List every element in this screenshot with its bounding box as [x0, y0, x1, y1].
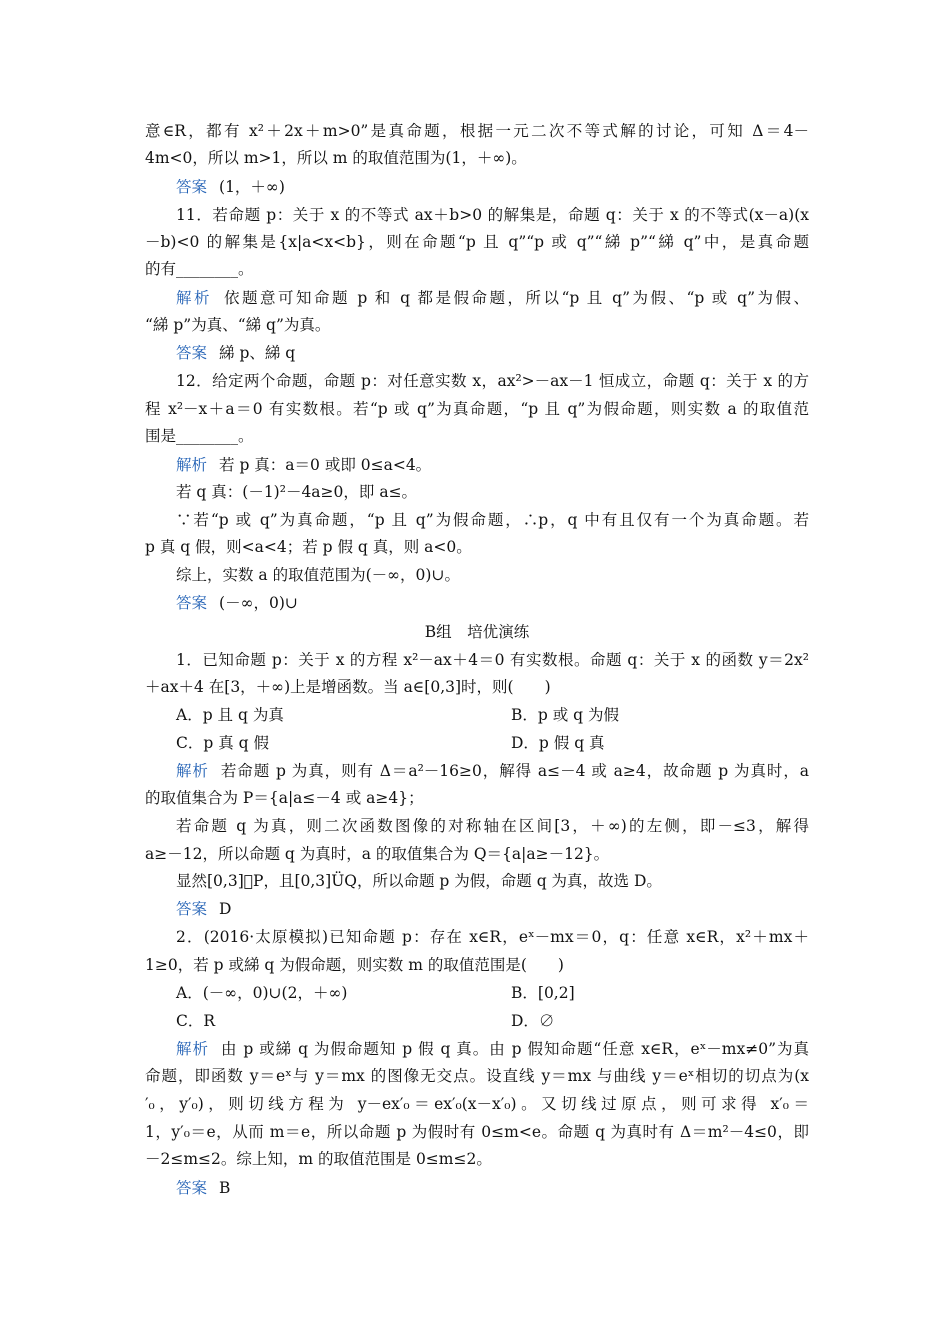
- option-c: C．p 真 q 假: [176, 734, 269, 752]
- analysis-label: 解析: [176, 289, 212, 307]
- answer-label: 答案: [176, 594, 208, 612]
- options-row: [145, 980, 809, 1007]
- text-line: 命题，即函数 y＝eˣ与 y＝mx 的图像无交点。设直线 y＝mx 与曲线 y＝eˣ相切的切点为(x: [145, 1067, 809, 1085]
- option-b: B．[0,2]: [511, 984, 575, 1002]
- text-line: ＋ax＋4 在[3，＋∞)上是增函数。当 a∈[0,3]时，则( ): [145, 678, 551, 696]
- text-line: 意∈R，都有 x²＋2x＋m>0”是真命题，根据一元二次不等式解的讨论，可知 Δ＝4－: [145, 122, 809, 140]
- answer-line: [145, 174, 809, 201]
- answer-line: [145, 590, 809, 617]
- answer-line: [145, 896, 809, 923]
- option-d: D．∅: [511, 1012, 555, 1030]
- section-heading: B组 培优演练: [424, 623, 530, 641]
- analysis-line: [145, 285, 809, 312]
- text-line: 的取值集合为 P＝{a|a≤－4 或 a≥4}；: [145, 789, 424, 807]
- text-line: a≥－12，所以命题 q 为真时，a 的取值集合为 Q＝{a|a≥－12}。: [145, 845, 610, 863]
- analysis-text: 若命题 p 为真，则有 Δ＝a²－16≥0，解得 a≤－4 或 a≥4，故命题 p 为真时，a: [220, 762, 809, 780]
- question-line: 1．已知命题 p：关于 x 的方程 x²－ax＋4＝0 有实数根。命题 q：关于 x 的函数 y＝2x²: [176, 651, 809, 669]
- option-a: A．(－∞，0)∪(2，＋∞): [176, 984, 348, 1002]
- options-row: [145, 730, 809, 757]
- text-line: 程 x²－x＋a＝0 有实数根。若“p 或 q”为真命题，“p 且 q”为假命题，则实数 a 的取值范: [145, 400, 809, 418]
- question-line: 12．给定两个命题，命题 p：对任意实数 x，ax²>－ax－1 恒成立，命题 q：关于 x 的方: [176, 372, 809, 390]
- text-line: ′₀，y′₀)，则切线方程为 y－ex′₀＝ex′₀(x－x′₀)。又切线过原点，则可求得 x′₀＝: [145, 1095, 809, 1113]
- question-line: 11．若命题 p：关于 x 的不等式 ax＋b>0 的解集是，命题 q：关于 x 的不等式(x－a)(x: [176, 206, 809, 224]
- answer-text: D: [219, 900, 232, 918]
- analysis-line: [145, 758, 809, 785]
- answer-line: [145, 1175, 809, 1202]
- options-row: [145, 1008, 809, 1035]
- text-line: －2≤m≤2。综上知，m 的取值范围是 0≤m≤2。: [145, 1150, 492, 1168]
- answer-label: 答案: [176, 1179, 208, 1197]
- option-b: B．p 或 q 为假: [511, 706, 620, 724]
- analysis-line: [145, 452, 809, 479]
- text-line: “綈 p”为真、“綈 q”为真。: [145, 316, 331, 334]
- answer-text: (1，＋∞): [219, 178, 285, 196]
- answer-label: 答案: [176, 900, 208, 918]
- text-line: 的有________。: [145, 260, 254, 278]
- answer-text: (－∞，0)∪: [219, 594, 298, 612]
- option-d: D．p 假 q 真: [511, 734, 605, 752]
- analysis-text: 若 p 真：a＝0 或即 0≤a<4。: [219, 456, 432, 474]
- analysis-label: 解析: [176, 762, 209, 780]
- text-line: －b)<0 的解集是{x|a<x<b}，则在命题“p 且 q”“p 或 q”“綈 p”“綈 q”中，是真命题: [145, 233, 809, 251]
- answer-label: 答案: [176, 344, 208, 362]
- answer-line: [145, 340, 809, 367]
- analysis-label: 解析: [176, 1040, 209, 1058]
- options-row: [145, 702, 809, 729]
- text-line: 综上，实数 a 的取值范围为(－∞，0)∪。: [176, 566, 460, 584]
- analysis-line: [145, 1036, 809, 1063]
- analysis-text: 依题意可知命题 p 和 q 都是假命题，所以“p 且 q”为假、“p 或 q”为假、: [224, 289, 809, 307]
- option-a: A．p 且 q 为真: [176, 706, 284, 724]
- analysis-text: 由 p 或綈 q 为假命题知 p 假 q 真。由 p 假知命题“任意 x∈R，eˣ－mx≠0”为真: [220, 1040, 809, 1058]
- text-line: ∵若“p 或 q”为真命题，“p 且 q”为假命题，∴p，q 中有且仅有一个为真命题。若: [176, 511, 809, 529]
- text-line: 显然[0,3]⃥P，且[0,3]ÜQ，所以命题 p 为假，命题 q 为真，故选 D。: [176, 872, 662, 890]
- analysis-label: 解析: [176, 456, 208, 474]
- option-c: C．R: [176, 1012, 216, 1030]
- answer-text: B: [219, 1179, 231, 1197]
- text-line: 1，y′₀＝e，从而 m＝e，所以命题 p 为假时有 0≤m<e。命题 q 为真时有 Δ＝m²－4≤0，即: [145, 1123, 809, 1141]
- text-line: 4m<0，所以 m>1，所以 m 的取值范围为(1，＋∞)。: [145, 149, 527, 167]
- text-line: 围是________。: [145, 427, 254, 445]
- text-line: p 真 q 假，则<a<4；若 p 假 q 真，则 a<0。: [145, 538, 472, 556]
- answer-text: 綈 p、綈 q: [219, 344, 296, 362]
- text-line: 若 q 真：(－1)²－4a≥0，即 a≤。: [176, 483, 418, 501]
- question-line: 2．(2016·太原模拟)已知命题 p：存在 x∈R，eˣ－mx＝0，q：任意 x∈R，x²＋mx＋: [176, 928, 809, 946]
- answer-label: 答案: [176, 178, 208, 196]
- text-line: 若命题 q 为真，则二次函数图像的对称轴在区间[3，＋∞)的左侧，即－≤3，解得: [176, 817, 809, 835]
- text-line: 1≥0，若 p 或綈 q 为假命题，则实数 m 的取值范围是( ): [145, 956, 564, 974]
